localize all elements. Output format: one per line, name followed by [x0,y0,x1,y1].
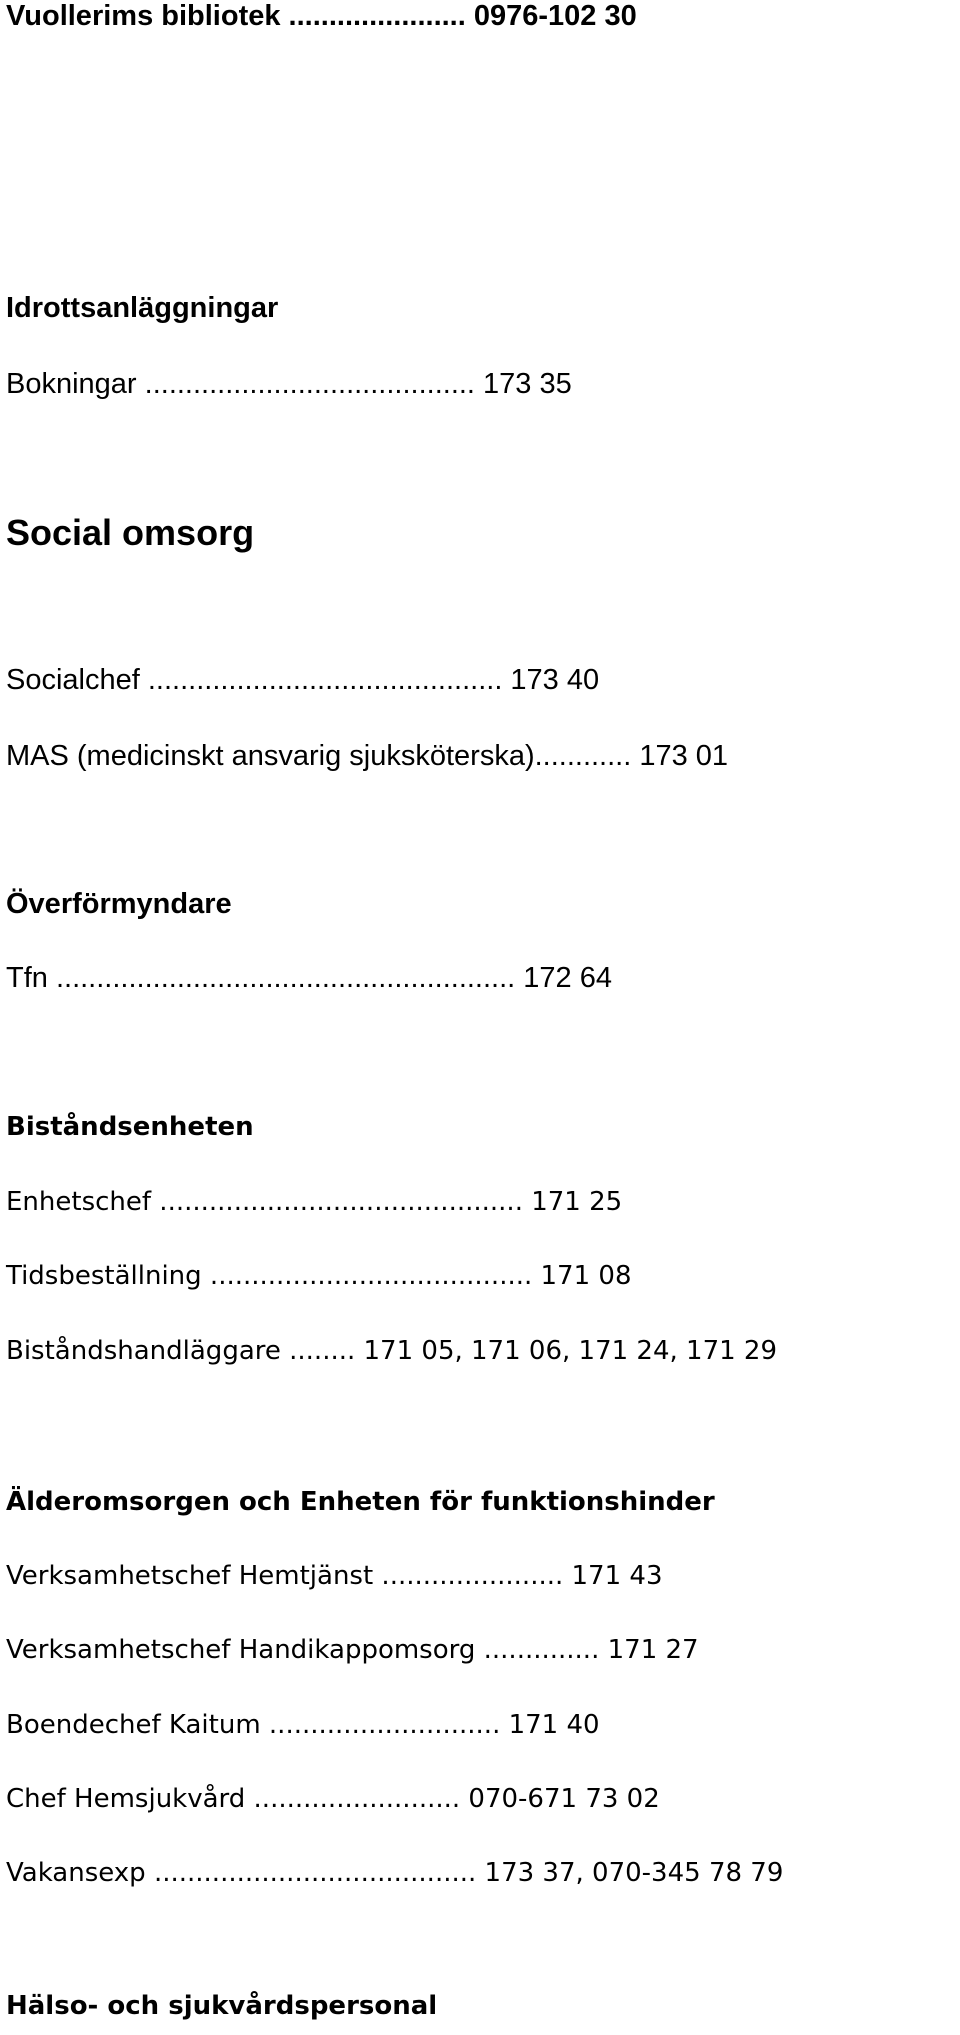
section-heading-elderly-care: Älderomsorgen och Enheten för funktionshinder [6,1487,715,1517]
section-heading-guardianship: Överförmyndare [6,888,232,920]
section-heading-sports-facilities: Idrottsanläggningar [6,292,279,324]
social-chief-line: Socialchef ............................................ 173 40 [6,664,600,696]
time-booking-line: Tidsbeställning ....................................... 171 08 [6,1261,632,1291]
library-line: Vuollerims bibliotek ...................... 0976-102 30 [6,0,637,32]
phone-line: Tfn ......................................................... 172 64 [6,962,612,994]
home-health-chief-line: Chef Hemsjukvård ......................... 070-671 73 02 [6,1784,660,1814]
mas-line: MAS (medicinskt ansvarig sjuksköterska)............ 173 01 [6,740,729,772]
section-heading-assistance-unit: Biståndsenheten [6,1112,254,1142]
section-heading-health-personnel: Hälso- och sjukvårdspersonal [6,1991,438,2021]
bookings-line: Bokningar ......................................... 173 35 [6,368,572,400]
case-officers-line: Biståndshandläggare ........ 171 05, 171 06, 171 24, 171 29 [6,1336,777,1366]
kaitum-chief-line: Boendechef Kaitum ............................ 171 40 [6,1710,600,1740]
unit-chief-line: Enhetschef ............................................ 171 25 [6,1187,623,1217]
section-heading-social-care: Social omsorg [6,512,255,553]
vacancy-line: Vakansexp ....................................... 173 37, 070-345 78 79 [6,1858,784,1888]
home-service-chief-line: Verksamhetschef Hemtjänst ...................... 171 43 [6,1561,663,1591]
disability-care-chief-line: Verksamhetschef Handikappomsorg .............. 171 27 [6,1635,699,1665]
